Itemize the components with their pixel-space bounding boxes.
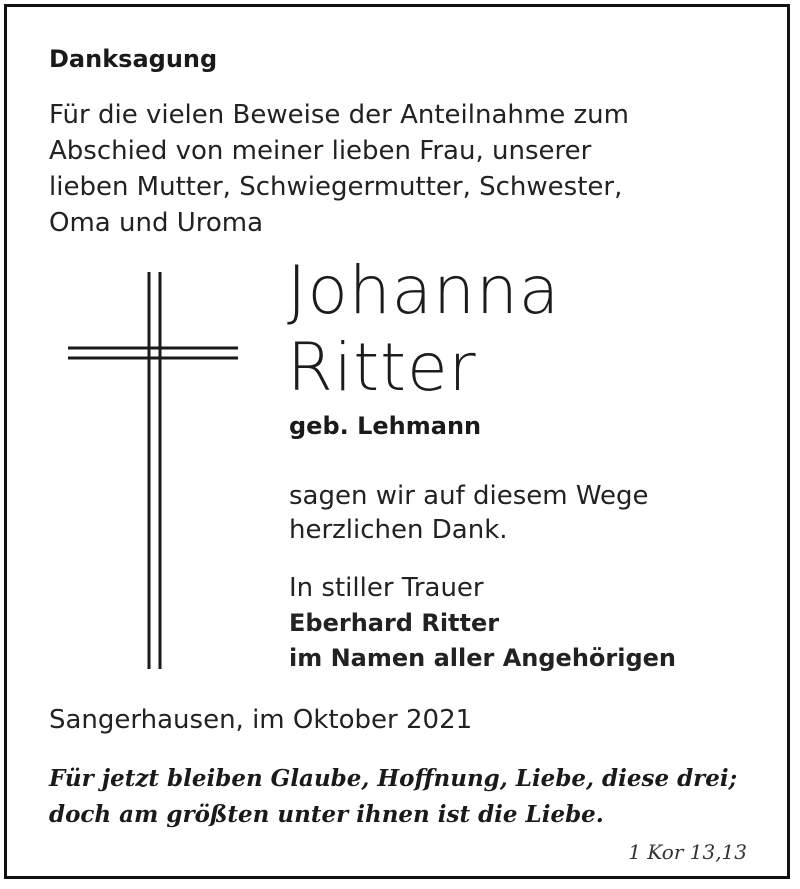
thanks-line-1: sagen wir auf diesem Wege	[289, 481, 649, 511]
intro-line-2: Abschied von meiner lieben Frau, unserer	[49, 136, 592, 166]
verse-reference: 1 Kor 13,13	[628, 840, 747, 864]
place-date: Sangerhausen, im Oktober 2021	[49, 705, 473, 735]
intro-line-1: Für die vielen Beweise der Anteilnahme zum	[49, 100, 629, 130]
birth-name: geb. Lehmann	[289, 412, 482, 440]
signer-name: Eberhard Ritter	[289, 609, 500, 637]
deceased-first-name: Johanna	[287, 252, 561, 329]
verse-line-1: Für jetzt bleiben Glaube, Hoffnung, Liebe, diese drei;	[49, 765, 738, 792]
thanks-line-2: herzlichen Dank.	[289, 515, 508, 545]
double-line-cross-icon	[63, 272, 243, 672]
intro-line-4: Oma und Uroma	[49, 208, 264, 238]
relatives-line: im Namen aller Angehörigen	[289, 644, 677, 672]
verse-line-2: doch am größten unter ihnen ist die Liebe.	[49, 801, 604, 828]
mourning-intro: In stiller Trauer	[289, 573, 484, 603]
obituary-card	[4, 4, 790, 879]
deceased-last-name: Ritter	[287, 329, 477, 406]
heading: Danksagung	[49, 45, 218, 73]
intro-line-3: lieben Mutter, Schwiegermutter, Schwester,	[49, 172, 623, 202]
